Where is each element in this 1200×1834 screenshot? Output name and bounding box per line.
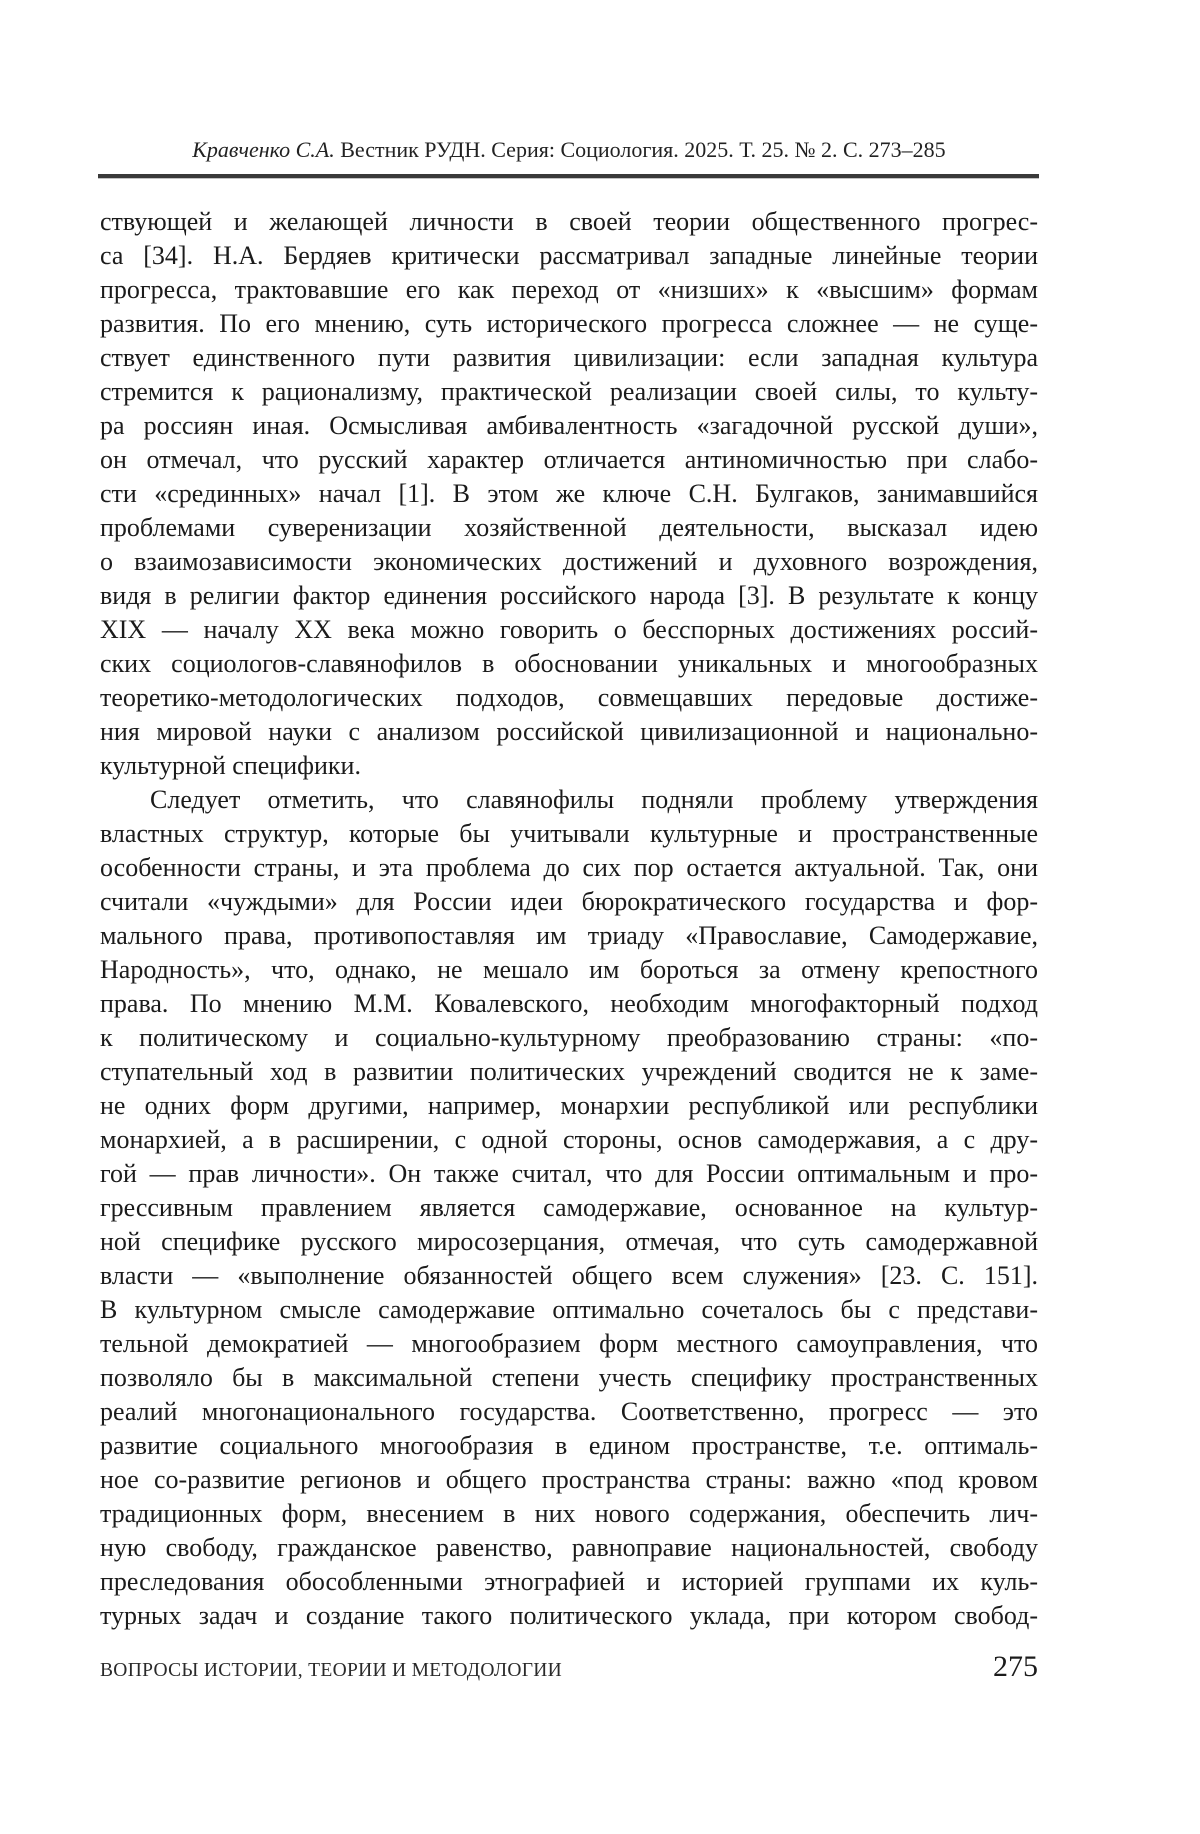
paragraph	[100, 205, 1038, 783]
body-text	[100, 205, 1038, 1633]
text-line: преследования обособленными этнографией и историей группами их куль-	[100, 1567, 1038, 1596]
text-line: ной специфике русского миросозерцания, отмечая, что суть самодержавной	[100, 1227, 1038, 1256]
text-line: сти «срединных» начал [1]. В этом же ключе С.Н. Булгаков, занимавшийся	[100, 479, 1038, 508]
text-line: ное со-развитие регионов и общего пространства страны: важно «под кровом	[100, 1465, 1038, 1494]
text-line: гой — прав личности». Он также считал, что для России оптимальным и про-	[100, 1159, 1038, 1188]
paragraph	[100, 783, 1038, 1633]
text-line: ступательный ход в развитии политических учреждений сводится не к заме-	[100, 1057, 1038, 1086]
text-line: о взаимозависимости экономических достижений и духовного возрождения,	[100, 547, 1038, 576]
text-line: теоретико-методологических подходов, совмещавших передовые достиже-	[100, 683, 1038, 712]
text-line: стремится к рационализму, практической реализации своей силы, то культу-	[100, 377, 1038, 406]
text-line: власти — «выполнение обязанностей общего всем служения» [23. С. 151].	[100, 1261, 1038, 1290]
text-line: монархией, а в расширении, с одной стороны, основ самодержавия, а с дру-	[100, 1125, 1038, 1154]
running-head-citation: Вестник РУДН. Серия: Социология. 2025. Т. 25. № 2. С. 273–285	[340, 137, 946, 162]
text-line: культурной специфики.	[100, 751, 361, 780]
text-line: видя в религии фактор единения российского народа [3]. В результате к концу	[100, 581, 1038, 610]
text-line: ствующей и желающей личности в своей теории общественного прогрес-	[100, 207, 1038, 236]
text-line: тельной демократией — многообразием форм местного самоуправления, что	[100, 1329, 1038, 1358]
text-line: прогресса, трактовавшие его как переход от «низших» к «высшим» формам	[100, 275, 1038, 304]
text-line: ния мировой науки с анализом российской цивилизационной и национально-	[100, 717, 1038, 746]
text-line: Следует отметить, что славянофилы подняли проблему утверждения	[150, 785, 1038, 814]
text-line: традиционных форм, внесением в них нового содержания, обеспечить лич-	[100, 1499, 1038, 1528]
text-line: особенности страны, и эта проблема до сих пор остается актуальной. Так, они	[100, 853, 1038, 882]
text-line: реалий многонационального государства. Соответственно, прогресс — это	[100, 1397, 1038, 1426]
text-line: са [34]. Н.А. Бердяев критически рассматривал западные линейные теории	[100, 241, 1038, 270]
text-line: XIX — началу XX века можно говорить о бесспорных достижениях россий-	[100, 615, 1038, 644]
text-line: ную свободу, гражданское равенство, равноправие национальностей, свободу	[100, 1533, 1038, 1562]
text-line: к политическому и социально-культурному преобразованию страны: «по-	[100, 1023, 1038, 1052]
footer-page-number: 275	[993, 1650, 1038, 1683]
text-line: не одних форм другими, например, монархии республикой или республики	[100, 1091, 1038, 1120]
header-rule	[98, 174, 1039, 178]
footer-section-title: ВОПРОСЫ ИСТОРИИ, ТЕОРИИ И МЕТОДОЛОГИИ	[100, 1660, 563, 1681]
text-line: считали «чуждыми» для России идеи бюрократического государства и фор-	[100, 887, 1038, 916]
running-head	[100, 136, 1038, 164]
text-line: развития. По его мнению, суть исторического прогресса сложнее — не суще-	[100, 309, 1038, 338]
running-head-author: Кравченко С.А.	[192, 137, 335, 162]
text-line: ра россиян иная. Осмысливая амбивалентность «загадочной русской души»,	[100, 411, 1038, 440]
text-line: властных структур, которые бы учитывали культурные и пространственные	[100, 819, 1038, 848]
text-line: турных задач и создание такого политического уклада, при котором свобод-	[100, 1601, 1038, 1630]
text-line: права. По мнению М.М. Ковалевского, необходим многофакторный подход	[100, 989, 1038, 1018]
text-line: Народность», что, однако, не мешало им бороться за отмену крепостного	[100, 955, 1038, 984]
text-line: развитие социального многообразия в едином пространстве, т.е. оптималь-	[100, 1431, 1038, 1460]
text-line: грессивным правлением является самодержавие, основанное на культур-	[100, 1193, 1038, 1222]
text-line: ствует единственного пути развития цивилизации: если западная культура	[100, 343, 1038, 372]
page-footer	[100, 1650, 1038, 1684]
text-line: позволяло бы в максимальной степени учесть специфику пространственных	[100, 1363, 1038, 1392]
text-line: мального права, противопоставляя им триаду «Православие, Самодержавие,	[100, 921, 1038, 950]
text-line: он отмечал, что русский характер отличается антиномичностью при слабо-	[100, 445, 1038, 474]
text-line: ских социологов-славянофилов в обосновании уникальных и многообразных	[100, 649, 1038, 678]
text-line: В культурном смысле самодержавие оптимально сочеталось бы с представи-	[100, 1295, 1038, 1324]
text-line: проблемами суверенизации хозяйственной деятельности, высказал идею	[100, 513, 1038, 542]
